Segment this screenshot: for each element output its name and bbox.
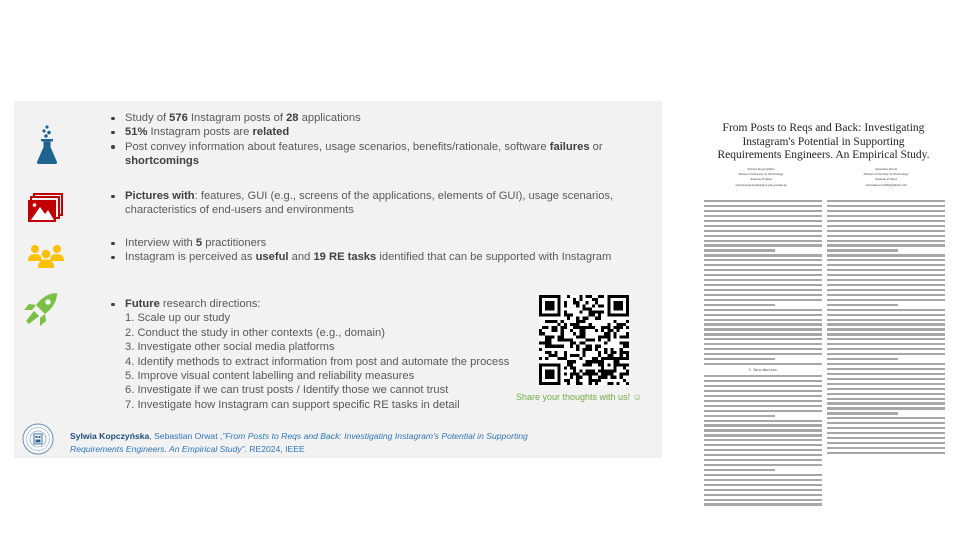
- future-direction-item: 3. Investigate other social media platforms: [125, 341, 335, 354]
- citation-coauthor: , Sebastian Orwat ,: [149, 431, 223, 441]
- paper-author-2: Sebastian Orwat Poznan University of Technology Poznan, Poland sebastianorwat99@gmail.com: [863, 167, 909, 187]
- bullet-item: Interview with 5 practitioners: [109, 236, 649, 250]
- bullet-item: Instagram is perceived as useful and 19 RE tasks identified that can be supported with Instagram: [109, 250, 649, 264]
- future-direction-item: 4. Identify methods to extract information from post and automate the process: [125, 355, 510, 368]
- citation-title: ”From Posts to Reqs and Back: Investigating Instagram's Potential in Supporting Requirements Engineers. An Empirical Study”: [70, 431, 528, 454]
- bullet-item: Study of 576 Instagram posts of 28 applications: [109, 111, 649, 125]
- rocket-icon: [23, 291, 59, 327]
- bullet-item: Pictures with: features, GUI (e.g., screens of the applications, elements of GUI), usage scenarios, characteristics of end-users and environments: [109, 189, 649, 218]
- qr-caption: Share your thoughts with us! ☺: [516, 392, 642, 402]
- paper-left-column: [704, 200, 822, 508]
- paper-citation[interactable]: [70, 430, 570, 456]
- future-direction-item: 7. Investigate how Instagram can support specific RE tasks in detail: [125, 398, 460, 411]
- bullet-item: Post convey information about features, usage scenarios, benefits/rationale, software failures or shortcomings: [109, 140, 649, 169]
- paper-author-1: Sylwia Kopczyńska Poznan University of Technology Poznan, Poland sylwia.kopczynska@cs.put.poznan.pl: [735, 167, 787, 187]
- summary-slide: [14, 101, 662, 458]
- future-direction-item: 2. Conduct the study in other contexts (e.g., domain): [125, 326, 385, 339]
- citation-venue: . RE2024, IEEE: [244, 444, 305, 454]
- paper-section-heading: I. Introduction: [749, 367, 777, 373]
- pictures-bullets: [109, 189, 649, 218]
- citation-first-author: Sylwia Kopczyńska: [70, 431, 150, 441]
- study-summary-bullets: [109, 111, 649, 169]
- future-direction-item: 1. Scale up our study: [125, 312, 231, 325]
- people-group-icon: [27, 244, 65, 268]
- bullet-item: 51% Instagram posts are related: [109, 125, 649, 139]
- paper-first-page: [696, 95, 951, 455]
- paper-title: From Posts to Reqs and Back: Investigating Instagram's Potential in Supporting Requirements Engineers. An Empirical Study.: [717, 122, 930, 161]
- flask-icon: [36, 125, 58, 165]
- interview-bullets: [109, 236, 649, 265]
- paper-right-column: [827, 200, 945, 457]
- pictures-icon: [27, 193, 63, 223]
- bullet-item: Future research directions:: [109, 297, 629, 311]
- university-logo: [22, 423, 54, 460]
- qr-code[interactable]: [539, 295, 629, 385]
- future-direction-item: 5. Improve visual content labelling and reliability measures: [125, 370, 415, 383]
- future-direction-item: 6. Investigate if we can trust posts / Identify those we cannot trust: [125, 384, 449, 397]
